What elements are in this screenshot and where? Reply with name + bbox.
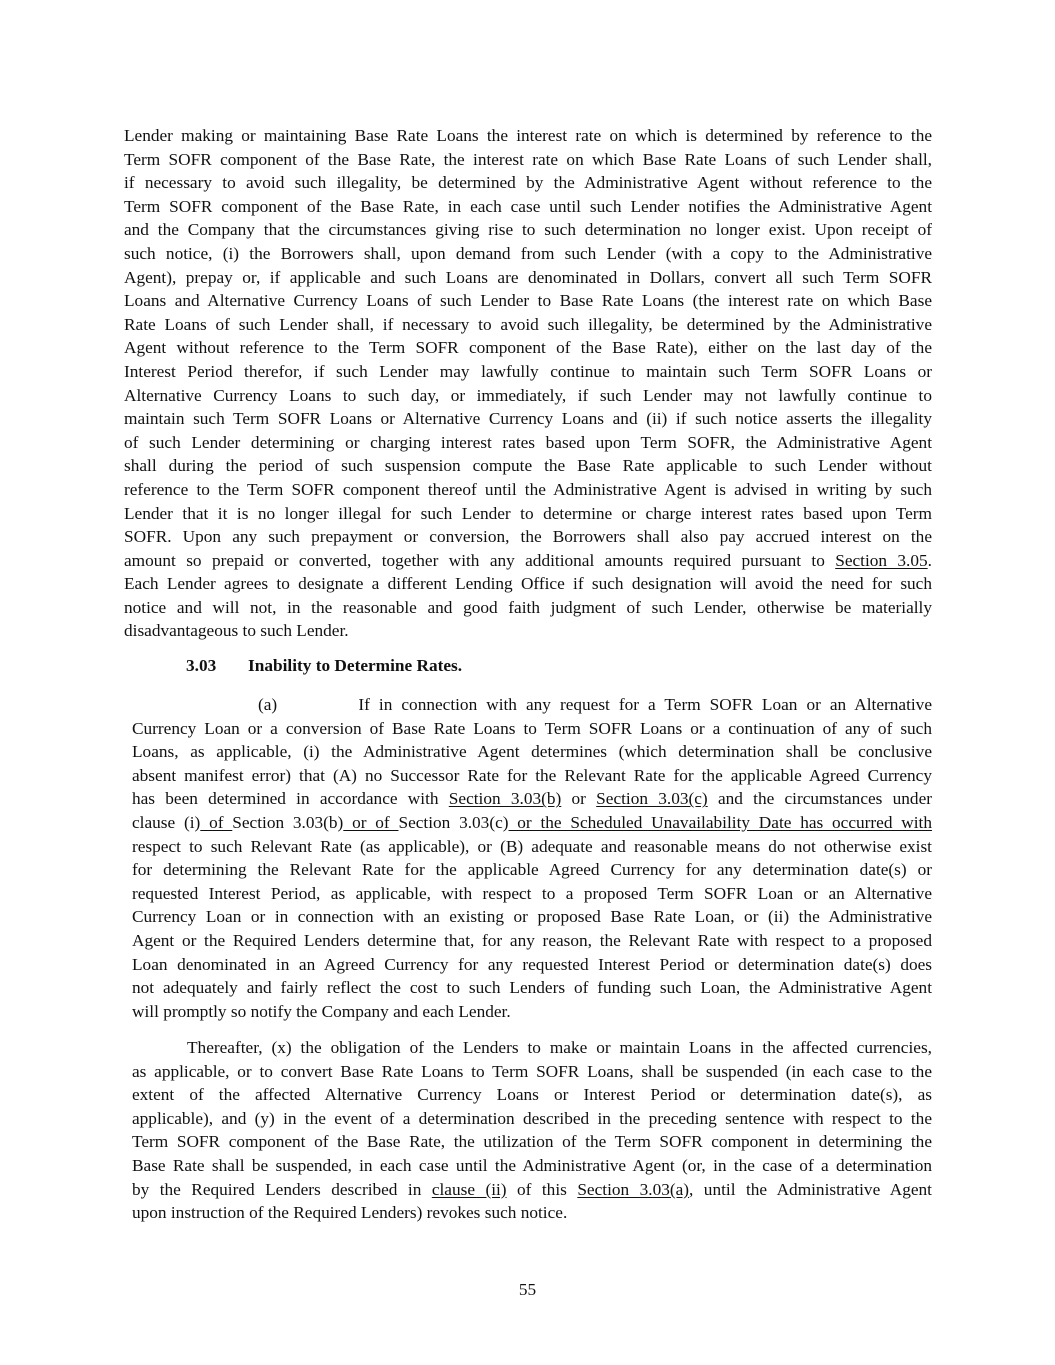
text-line bbox=[124, 619, 932, 643]
cross-reference-link[interactable]: of bbox=[200, 812, 233, 832]
text-line bbox=[124, 596, 932, 620]
text-line bbox=[124, 124, 932, 148]
text-segment: Loan denominated in an Agreed Currency for any requested Interest Period or determination date(s) does bbox=[132, 954, 932, 974]
text-line bbox=[132, 787, 932, 811]
text-line bbox=[124, 478, 932, 502]
text-segment: , until the Administrative Agent bbox=[689, 1179, 932, 1199]
text-segment: . bbox=[927, 550, 932, 570]
text-segment: or bbox=[561, 789, 597, 809]
text-segment: such notice, (i) the Borrowers shall, upon demand from such Lender (with a copy to the Administrative bbox=[124, 243, 932, 263]
cross-reference-link[interactable]: clause (ii) bbox=[431, 1179, 507, 1199]
text-segment: respect to such Relevant Rate (as applicable), or (B) adequate and reasonable means do not otherwise exist bbox=[132, 836, 932, 856]
text-line bbox=[124, 148, 932, 172]
text-line bbox=[124, 431, 932, 455]
text-segment: clause (i) bbox=[132, 812, 201, 832]
text-segment: (a) If in connection with any request for a Term SOFR Loan or an Alternative bbox=[258, 695, 932, 714]
text-segment: not adequately and fairly reflect the cost to such Lenders of funding such Loan, the Administrative Agent bbox=[132, 978, 932, 998]
text-segment: notice and will not, in the reasonable and good faith judgment of such Lender, otherwise be materially bbox=[124, 597, 932, 617]
text-line bbox=[124, 289, 932, 313]
text-line bbox=[124, 195, 932, 219]
text-segment: of this bbox=[506, 1179, 578, 1199]
text-line bbox=[124, 171, 932, 195]
text-line bbox=[132, 1178, 932, 1202]
text-segment: Currency Loan or a conversion of Base Rate Loans to Term SOFR Loans or a continuation of any of such bbox=[132, 718, 932, 738]
text-segment: applicable), and (y) in the event of a determination described in the preceding sentence with respect to the bbox=[132, 1108, 932, 1128]
text-segment: if necessary to avoid such illegality, be determined by the Administrative Agent without reference to the bbox=[124, 173, 932, 193]
section-title: Inability to Determine Rates bbox=[248, 656, 458, 675]
text-segment: requested Interest Period, as applicable, with respect to a proposed Term SOFR Loan or an Alternative bbox=[132, 883, 932, 903]
text-line bbox=[124, 313, 932, 337]
text-line bbox=[124, 384, 932, 408]
text-line bbox=[132, 717, 932, 741]
text-line bbox=[132, 976, 932, 1000]
text-line bbox=[132, 1154, 932, 1178]
cross-reference-link[interactable]: Section 3.03(a) bbox=[577, 1179, 690, 1199]
text-line bbox=[124, 360, 932, 384]
text-line bbox=[132, 1060, 932, 1084]
text-line bbox=[124, 572, 932, 596]
text-segment: reference to the Term SOFR component thereof until the Administrative Agent is advised in writing by such bbox=[124, 479, 932, 499]
text-line bbox=[124, 502, 932, 526]
text-line bbox=[132, 740, 932, 764]
text-segment: Agent without reference to the Term SOFR component of the Base Rate), either on the last day of the bbox=[124, 338, 932, 358]
text-segment: Section 3.03(b) bbox=[232, 812, 344, 832]
text-segment: has been determined in accordance with bbox=[132, 789, 449, 809]
text-line bbox=[124, 336, 932, 360]
text-line bbox=[132, 905, 932, 929]
text-segment: Agent or the Required Lenders determine that, for any reason, the Relevant Rate with respect to a proposed bbox=[132, 930, 932, 950]
text-segment: Loans, as applicable, (i) the Administrative Agent determines (which determination shall be conclusive bbox=[132, 742, 932, 762]
text-segment: of such Lender determining or charging interest rates based upon Term SOFR, the Administrative Agent bbox=[124, 432, 932, 452]
text-line bbox=[132, 835, 932, 859]
text-line bbox=[132, 953, 932, 977]
text-segment: Base Rate shall be suspended, in each case until the Administrative Agent (or, in the case of a determination bbox=[132, 1155, 932, 1175]
text-segment: extent of the affected Alternative Currency Loans or Interest Period or determination date(s), as bbox=[132, 1085, 932, 1105]
text-segment: Term SOFR component of the Base Rate, the interest rate on which Base Rate Loans of such Lender shall, bbox=[124, 149, 932, 169]
text-segment: Lender making or maintaining Base Rate Loans the interest rate on which is determined by reference to the bbox=[124, 126, 932, 145]
text-segment: will promptly so notify the Company and each Lender. bbox=[132, 1001, 511, 1021]
text-segment: for determining the Relevant Rate for the applicable Agreed Currency for any determination date(s) or bbox=[132, 860, 932, 880]
text-segment: Interest Period therefor, if such Lender may lawfully continue to maintain such Term SOFR Loans or bbox=[124, 361, 932, 381]
page-number: 55 bbox=[518, 1280, 537, 1299]
text-segment: maintain such Term SOFR Loans or Alternative Currency Loans and (ii) if such notice asserts the illegality bbox=[124, 409, 932, 429]
text-segment: absent manifest error) that (A) no Successor Rate for the Relevant Rate for the applicable Agreed Currency bbox=[132, 765, 932, 785]
text-line bbox=[132, 858, 932, 882]
text-segment: Currency Loan or in connection with an existing or proposed Base Rate Loan, or (ii) the Administrative bbox=[132, 907, 932, 927]
text-segment: Loans and Alternative Currency Loans of such Lender to Base Rate Loans (the interest rate on which Base bbox=[124, 291, 932, 311]
text-segment: Agent), prepay or, if applicable and such Loans are denominated in Dollars, convert all such Term SOFR bbox=[124, 267, 932, 287]
text-line bbox=[132, 1130, 932, 1154]
paragraph-3-03-a bbox=[132, 693, 932, 1023]
paragraph-illegality-continued bbox=[124, 124, 932, 643]
section-title-period: . bbox=[457, 656, 463, 675]
cross-reference-link[interactable]: Section 3.03(b) bbox=[448, 789, 562, 809]
section-number: 3.03 bbox=[186, 656, 217, 675]
text-line bbox=[132, 1083, 932, 1107]
text-line bbox=[124, 407, 932, 431]
text-segment: SOFR. Upon any such prepayment or conversion, the Borrowers shall also pay accrued interest on the bbox=[124, 527, 932, 547]
text-line bbox=[124, 242, 932, 266]
text-segment: disadvantageous to such Lender. bbox=[124, 621, 349, 641]
text-segment: and the Company that the circumstances giving rise to such determination no longer exist. Upon receipt of bbox=[124, 220, 932, 240]
text-segment: Term SOFR component of the Base Rate, the utilization of the Term SOFR component in determining the bbox=[132, 1132, 932, 1152]
text-segment: Term SOFR component of the Base Rate, in each case until such Lender notifies the Administrative Agent bbox=[124, 196, 932, 216]
text-line bbox=[132, 1107, 932, 1131]
text-segment: Thereafter, (x) the obligation of the Lenders to make or maintain Loans in the affected currencies, bbox=[187, 1038, 932, 1057]
text-segment: Each Lender agrees to designate a different Lending Office if such designation will avoid the need for such bbox=[124, 574, 932, 594]
text-segment: Lender that it is no longer illegal for such Lender to determine or charge interest rates based upon Term bbox=[124, 503, 932, 523]
text-line bbox=[124, 525, 932, 549]
text-segment: as applicable, or to convert Base Rate Loans to Term SOFR Loans, shall be suspended (in each case to the bbox=[132, 1061, 932, 1081]
text-line bbox=[124, 454, 932, 478]
text-line bbox=[124, 266, 932, 290]
text-line bbox=[132, 1201, 932, 1225]
text-line bbox=[132, 811, 932, 835]
paragraph-thereafter bbox=[132, 1036, 932, 1225]
cross-reference-link[interactable]: Section 3.03(c) bbox=[596, 789, 708, 809]
text-line bbox=[132, 1000, 932, 1024]
cross-reference-link[interactable]: or of bbox=[343, 812, 399, 832]
text-line bbox=[132, 882, 932, 906]
cross-reference-link[interactable]: or the Scheduled Unavailability Date has occurred with bbox=[508, 812, 932, 832]
text-line bbox=[132, 693, 932, 717]
text-line bbox=[124, 549, 932, 573]
text-segment: Alternative Currency Loans to such day, or immediately, if such Lender may not lawfully continue to bbox=[124, 385, 932, 405]
text-segment: Section 3.03(c) bbox=[398, 812, 509, 832]
text-line bbox=[132, 764, 932, 788]
text-segment: amount so prepaid or converted, together with any additional amounts required pursuant to bbox=[124, 550, 836, 570]
text-line bbox=[132, 1036, 932, 1060]
section-heading bbox=[186, 656, 462, 676]
text-segment: and the circumstances under bbox=[707, 789, 932, 809]
text-line bbox=[124, 218, 932, 242]
text-segment: by the Required Lenders described in bbox=[132, 1179, 432, 1199]
text-line bbox=[132, 929, 932, 953]
cross-reference-link[interactable]: Section 3.05 bbox=[835, 550, 928, 570]
text-segment: upon instruction of the Required Lenders) revokes such notice. bbox=[132, 1203, 568, 1223]
text-segment: shall during the period of such suspension compute the Base Rate applicable to such Lender without bbox=[124, 456, 932, 476]
text-segment: Rate Loans of such Lender shall, if necessary to avoid such illegality, be determined by the Administrative bbox=[124, 314, 932, 334]
